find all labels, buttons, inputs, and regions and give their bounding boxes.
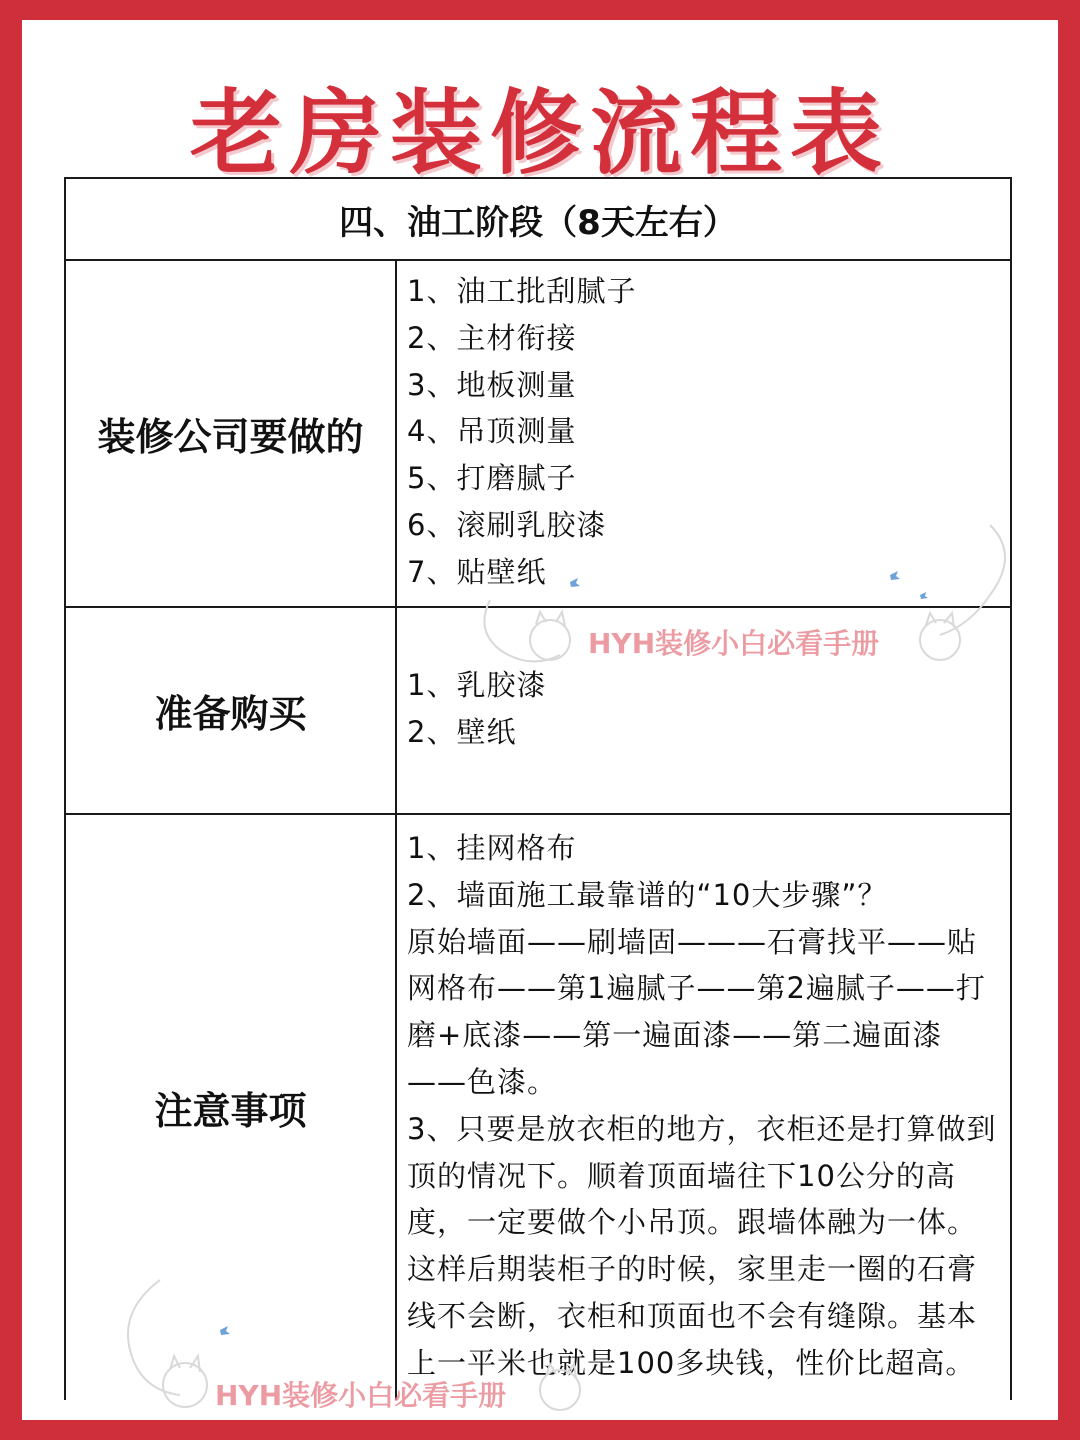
process-table (64, 177, 1012, 1400)
table-row-company-tasks (66, 261, 1010, 608)
watermark-text: HYH装修小白必看手册 (588, 627, 880, 660)
page-title: 老房装修流程表 (189, 80, 890, 187)
list-item: 6、滚刷乳胶漆 (407, 507, 607, 542)
row-label-company-tasks: 装修公司要做的 (66, 261, 397, 606)
list-item: 1、乳胶漆 (407, 668, 547, 702)
cat-watermark-icon (880, 515, 1020, 665)
watermark-text: HYH装修小白必看手册 (215, 1379, 507, 1412)
section-header: 四、油工阶段（8天左右） (66, 179, 1010, 261)
cat-watermark-icon (100, 1270, 240, 1420)
list-item: 7、贴壁纸 (407, 554, 547, 589)
note-item-3: 3、只要是放衣柜的地方，衣柜还是打算做到顶的情况下。顺着顶面墙往下10公分的高度，一定要做个小吊顶。跟墙体融为一体。这样后期装柜子的时候，家里走一圈的石膏线不会断，衣柜和顶面也不会有缝隙。基本上一平米也就是100多块钱，性价比超高。 (407, 1111, 997, 1380)
row-label-notes: 注意事项 (66, 815, 397, 1400)
note-item-2-detail: 原始墙面——刷墙固———石膏找平——贴网格布——第1遍腻子——第2遍腻子——打磨+底漆——第一遍面漆——第二遍面漆——色漆。 (407, 924, 986, 1099)
list-item: 2、主材衔接 (407, 320, 577, 355)
note-item-1: 1、挂网格布 (407, 831, 577, 865)
list-item: 1、油工批刮腻子 (407, 274, 637, 308)
cat-watermark-icon (520, 1350, 610, 1420)
list-item: 3、地板测量 (407, 367, 577, 402)
notes-content (397, 815, 1010, 1400)
list-item: 4、吊顶测量 (407, 414, 577, 449)
cat-watermark-icon (470, 570, 590, 680)
note-item-2: 2、墙面施工最靠谱的“10大步骤”？ (407, 877, 888, 912)
list-item: 2、壁纸 (407, 714, 517, 749)
list-item: 5、打磨腻子 (407, 461, 577, 496)
row-label-purchase: 准备购买 (66, 608, 397, 813)
